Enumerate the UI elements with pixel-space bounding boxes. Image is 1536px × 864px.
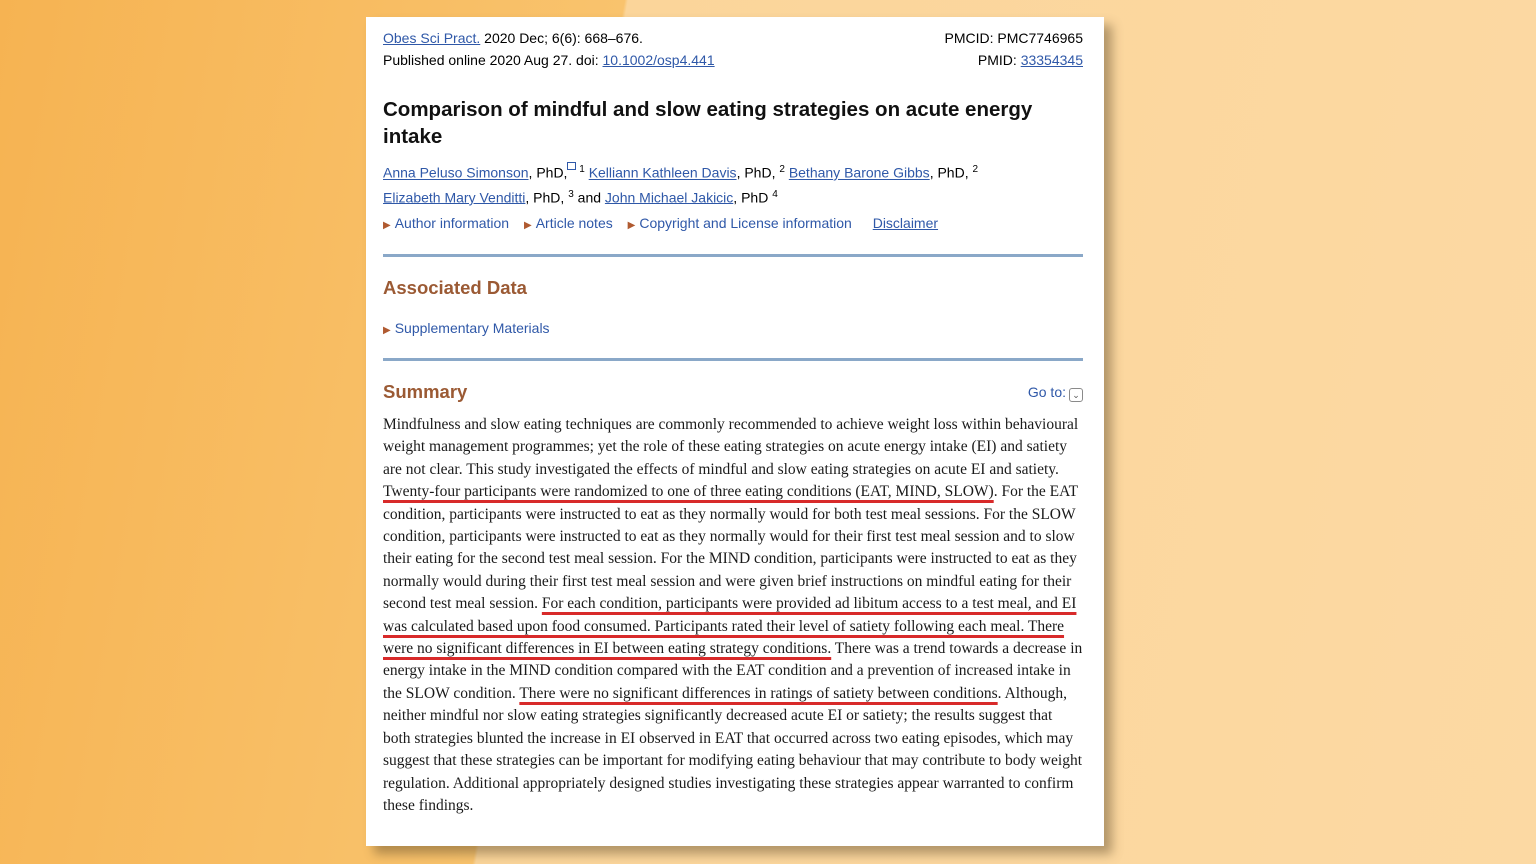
author-degree: , PhD [733,189,769,206]
disclaimer-link[interactable]: Disclaimer [872,215,939,231]
published-online: Published online 2020 Aug 27. doi: [383,52,603,68]
author-affiliation[interactable]: 2 [779,164,785,175]
author-link[interactable]: Bethany Barone Gibbs [788,164,930,181]
article-card [366,17,1104,846]
author-list [383,159,1083,208]
author-degree: , PhD, [929,164,969,181]
chevron-down-icon[interactable]: ⌄ [1069,388,1083,402]
author-degree: , PhD, [736,164,776,181]
author-affiliation[interactable]: 1 [579,164,585,175]
citation-date-pages: 2020 Dec; 6(6): 668–676. [484,30,643,46]
doi-link[interactable]: 10.1002/osp4.441 [602,52,715,68]
author-affiliation[interactable]: 3 [568,188,574,200]
pmcid: PMCID: PMC7746965 [944,30,1083,46]
highlighted-passage: Twenty-four participants were randomized to one of three eating conditions (EAT, MIND, SLOW) [383,483,994,501]
article-info-links [383,215,938,231]
pmid-label: PMID: [977,52,1021,68]
summary-segment: Mindfulness and slow eating techniques are commonly recommended to achieve weight loss within behavioural weight management programmes; yet the role of these eating strategies on acute energy intake (EI) and satiety are not clear. This study investigated the effects of mindful and slow eating strategies on acute EI and satiety. [383,416,1079,478]
goto-menu[interactable] [1028,384,1083,402]
triangle-right-icon: ▶ [383,220,391,231]
article-notes-toggle[interactable]: ▶ Article notes [524,215,613,231]
summary-text [383,414,1083,817]
author-link[interactable]: Kelliann Kathleen Davis [588,164,737,181]
author-affiliation[interactable]: 4 [772,188,778,200]
triangle-right-icon: ▶ [627,220,636,231]
author-link[interactable]: Elizabeth Mary Venditti [383,189,526,206]
triangle-right-icon: ▶ [383,325,391,336]
author-link[interactable]: John Michael Jakicic [604,189,734,206]
mail-icon[interactable] [567,162,576,170]
associated-data-heading: Associated Data [383,277,527,298]
triangle-right-icon: ▶ [524,220,532,231]
copyright-toggle[interactable]: ▶ Copyright and License information [627,215,852,231]
section-divider [383,358,1083,361]
journal-link[interactable]: Obes Sci Pract. [383,30,481,46]
article-content [383,17,1083,846]
summary-segment: . For the EAT condition, participants were instructed to eat as they normally would for both test meal sessions. For the SLOW condition, participants were instructed to eat as they normally would for their first test meal session and to slow their eating for the second test meal session. For the MIND condition, participants were instructed to eat as they normally would during their first test meal session and were given brief instructions on mindful eating for their second test meal session. [383,483,1078,613]
author-degree: , PhD, [525,189,565,206]
author-information-toggle[interactable]: ▶ Author information [383,215,510,231]
pmid-link[interactable]: 33354345 [1020,52,1083,68]
summary-heading: Summary [383,381,468,402]
and-word: and [573,189,605,206]
supplementary-materials-toggle[interactable]: ▶ Supplementary Materials [383,320,550,336]
highlighted-passage: For each condition, participants were provided ad libitum access to a test meal, and EI was calculated based upon food consumed. Participants rated their level of satiety following each meal. There were no significant differences in EI between eating strategy conditions. [383,595,1077,658]
summary-segment: . Although, neither mindful nor slow eating strategies significantly decreased acute EI or satiety; the results suggest that both strategies blunted the increase in EI observed in EAT that occurred across two eating episodes, which may suggest that these strategies can be important for modifying eating behaviour that may contribute to body weight regulation. Additional appropriately designed studies investigating these strategies appear warranted to confirm these findings. [383,684,1083,814]
author-degree: , PhD, [528,164,568,181]
summary-segment: There was a trend towards a decrease in energy intake in the MIND condition compared with the EAT condition and a prevention of increased intake in the SLOW condition. [383,640,1083,702]
author-affiliation[interactable]: 2 [972,164,979,175]
article-title: Comparison of mindful and slow eating strategies on acute energy intake [383,98,1033,148]
highlighted-passage: There were no significant differences in ratings of satiety between conditions [519,684,998,702]
section-divider [383,254,1083,257]
author-link[interactable]: Anna Peluso Simonson [383,164,529,181]
goto-label: Go to: [1027,384,1066,400]
